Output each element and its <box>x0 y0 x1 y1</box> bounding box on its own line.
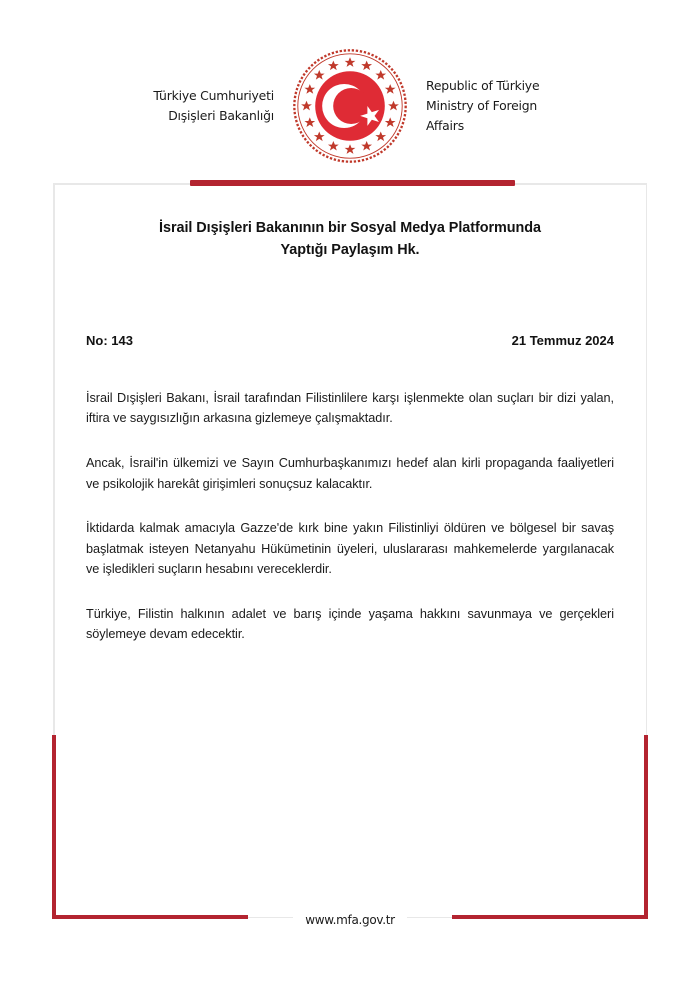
header-english-line2: Ministry of Foreign Affairs <box>426 97 538 134</box>
page-title-line2: Yaptığı Paylaşım Hk. <box>280 241 420 258</box>
footer-website-url-text: www.mfa.gov.tr <box>293 913 407 927</box>
accent-bar-right <box>644 735 648 919</box>
frame-edge-right <box>646 183 648 735</box>
header-turkish-line1: Türkiye Cumhuriyeti <box>153 87 274 103</box>
header-english-text <box>408 76 576 136</box>
body-paragraph: İktidarda kalmak amacıyla Gazze'de kırk bine yakın Filistinliyi öldüren ve bölgesel bir savaş başlatmak isteyen Netanyahu Hükümetinin üyeleri, uluslararası mahkemelerde yargılanacak ve işledikleri suçların hesabını vereceklerdir. <box>86 521 614 577</box>
document-content <box>86 218 614 645</box>
document-date: 21 Temmuz 2024 <box>511 332 614 348</box>
document-number: No: 143 <box>86 332 133 348</box>
frame-edge-left <box>53 183 55 735</box>
body-paragraph: Ancak, İsrail'in ülkemizi ve Sayın Cumhurbaşkanımızı hedef alan kirli propaganda faaliyetleri ve psikolojik harekât girişimleri sonuçsuz kalacaktır. <box>86 455 614 491</box>
header-turkish-text <box>124 86 292 126</box>
document-body <box>86 388 614 645</box>
header-turkish-line2: Dışişleri Bakanlığı <box>168 108 274 123</box>
footer-website-url[interactable] <box>53 913 647 927</box>
page-title <box>86 218 614 262</box>
header-english-line1: Republic of Türkiye <box>426 77 540 93</box>
accent-bar-top <box>190 180 515 186</box>
accent-bar-left <box>52 735 56 919</box>
body-paragraph: İsrail Dışişleri Bakanı, İsrail tarafından Filistinlilere karşı işlenmekte olan suçları bir dizi yalan, iftira ve saygısızlığın arkasına gizlemeye çalışmaktadır. <box>86 390 614 426</box>
turkish-mfa-emblem-icon <box>292 48 408 164</box>
page-title-line1: İsrail Dışişleri Bakanının bir Sosyal Medya Platformunda <box>159 220 541 236</box>
document-meta-row <box>86 333 614 348</box>
document-header <box>0 46 700 166</box>
body-paragraph: Türkiye, Filistin halkının adalet ve barış içinde yaşama hakkını savunmaya ve gerçekleri söylemeye devam edecektir. <box>86 606 614 642</box>
